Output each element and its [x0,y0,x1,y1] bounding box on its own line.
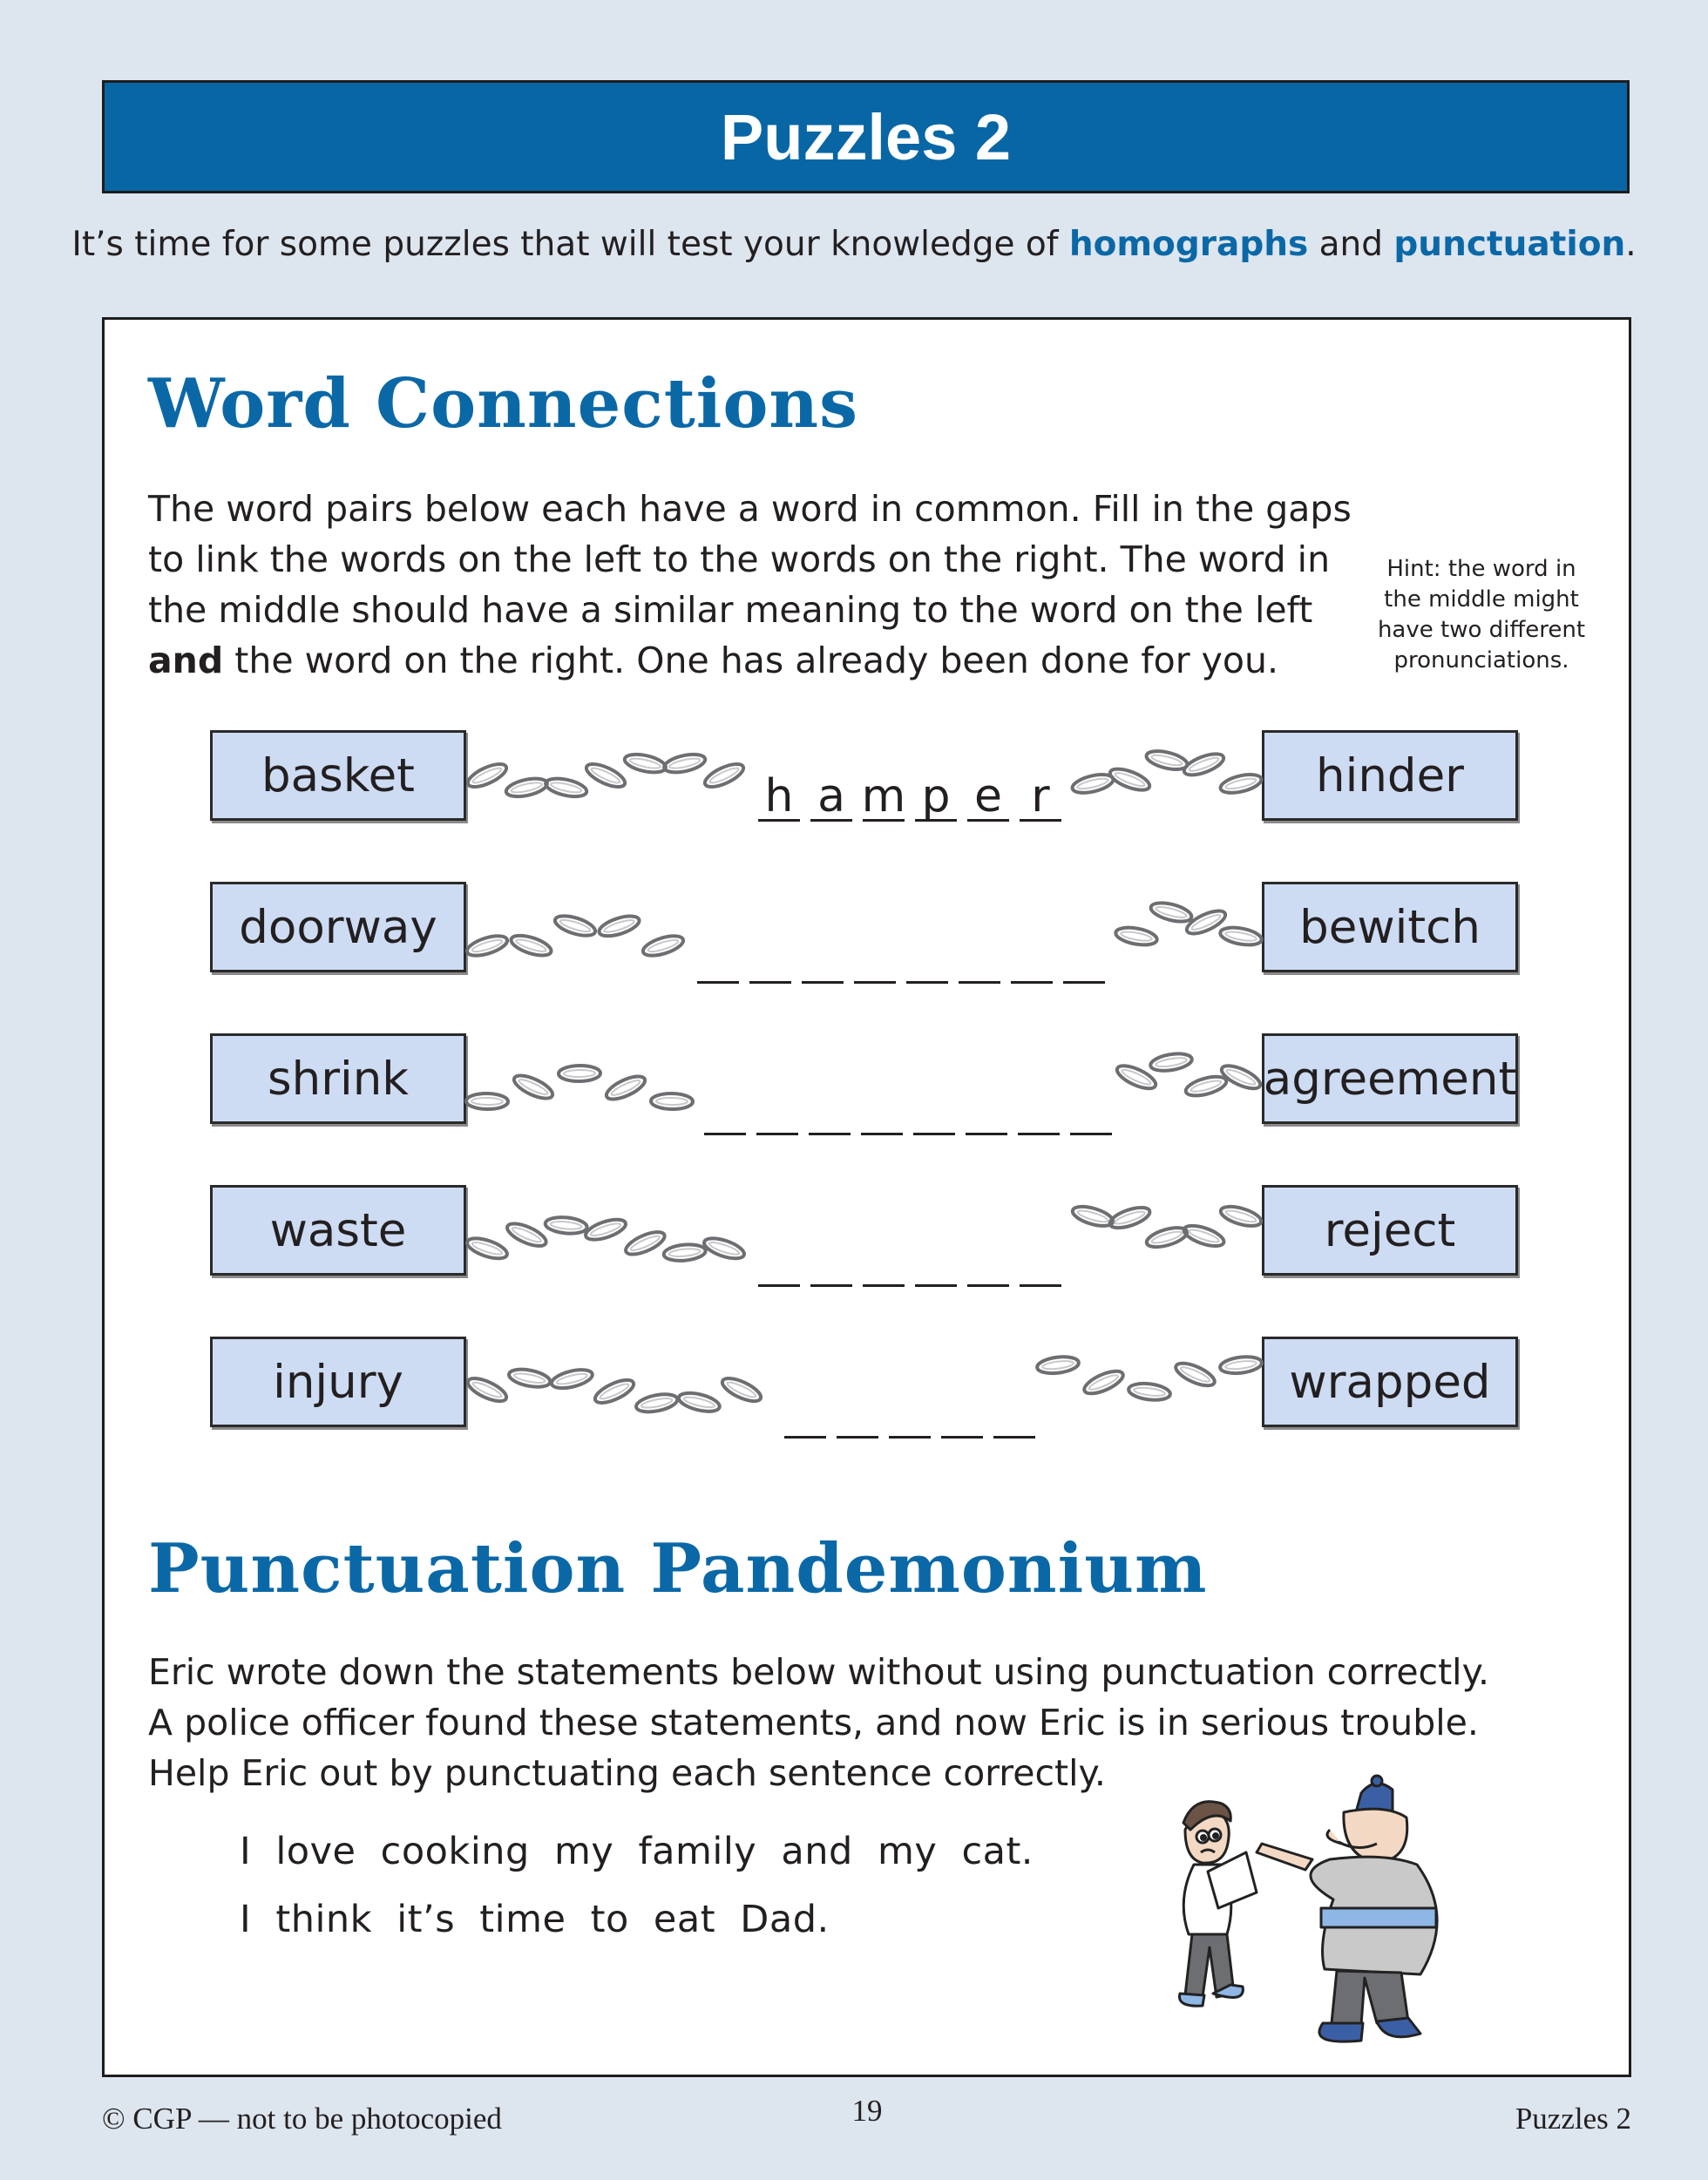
instruction-line-1: The word pairs below each have a word in common. Fill in the gaps [148,488,1352,530]
answer-letter-slot[interactable] [861,1086,903,1135]
answer-letter-slot[interactable] [1070,1086,1112,1135]
right-word-box: hinder [1262,730,1518,821]
intro-text-start: It’s time for some puzzles that will test your knowledge of [71,225,1069,264]
answer-blanks[interactable] [704,1086,1112,1135]
cartoon-illustration [1159,1769,1473,2048]
answer-letter-slot[interactable] [1011,934,1053,984]
answer-blanks[interactable] [784,1389,1035,1439]
word-connections-instructions [148,484,1352,686]
punctuation-pandemonium-heading: Punctuation Pandemonium [148,1529,1208,1608]
answer-letter-slot[interactable] [863,1237,905,1287]
police-officer-cartoon-icon [1257,1776,1437,2041]
answer-letter-slot[interactable]: h [758,772,800,822]
paperclip-chain-icon [466,741,745,810]
answer-letter-slot[interactable] [913,1086,955,1135]
paperclip-chain-icon [1037,1344,1262,1413]
left-word-box: shrink [210,1033,466,1124]
answer-letter-slot[interactable] [802,934,844,984]
statement-1[interactable]: I love cooking my family and my cat. [240,1830,1034,1873]
answer-letter-slot[interactable] [1063,934,1105,984]
answer-letter-slot[interactable] [915,1237,957,1287]
intro-term-punctuation: punctuation [1393,225,1626,264]
paperclip-chain-icon [466,1356,762,1425]
answer-letter-slot[interactable] [758,1237,800,1287]
punctuation-instruction-line-1: Eric wrote down the statements below without using punctuation correctly. [148,1651,1490,1693]
answer-letter-slot[interactable] [967,1237,1009,1287]
answer-letter-slot[interactable] [889,1389,931,1439]
statement-2[interactable]: I think it’s time to eat Dad. [240,1898,830,1941]
answer-letter-slot[interactable]: a [810,772,852,822]
left-word-box: injury [210,1337,466,1427]
answer-letter-slot[interactable]: e [967,772,1009,822]
instruction-line-2: to link the words on the left to the words on the right. The word in [148,538,1331,580]
word-connections-heading: Word Connections [148,364,859,443]
intro-text-mid: and [1308,225,1394,264]
answer-letter-slot[interactable] [697,934,739,984]
punctuation-instruction-line-2: A police officer found these statements, and now Eric is in serious trouble. [148,1702,1479,1743]
left-word-box: waste [210,1185,466,1276]
answer-letter-slot[interactable] [784,1389,826,1439]
page-title: Puzzles 2 [720,100,1012,173]
paperclip-chain-icon [1115,1040,1262,1110]
right-word-box: reject [1262,1185,1518,1276]
footer-page-number: 19 [851,2094,883,2128]
footer-copyright: © CGP — not to be photocopied [102,2102,502,2136]
page-title-bar [102,80,1630,193]
punctuation-instruction-line-3: Help Eric out by punctuating each sentence correctly. [148,1752,1106,1794]
right-word-box: agreement [1262,1033,1518,1124]
instruction-bold-and: and [148,640,224,681]
paperclip-chain-icon [1072,737,1262,807]
eric-cartoon-icon [1180,1802,1257,2007]
answer-letter-slot[interactable]: p [915,772,957,822]
right-word-box: bewitch [1262,882,1518,972]
answer-letter-slot[interactable] [854,934,896,984]
answer-letter-slot[interactable] [941,1389,983,1439]
answer-letter-slot[interactable]: r [1020,772,1061,822]
answer-letter-slot[interactable] [959,934,1000,984]
paperclip-chain-icon [1072,1192,1262,1262]
hint-text: Hint: the word in the middle might have two different pronunciations. [1377,556,1586,674]
intro-text-end: . [1625,225,1637,264]
intro-text [0,225,1708,264]
instruction-line-4: the word on the right. One has already been done for you. [223,640,1278,681]
right-word-box: wrapped [1262,1337,1518,1427]
answer-blanks[interactable] [697,934,1105,984]
left-word-box: basket [210,730,466,821]
answer-letter-slot[interactable] [906,934,948,984]
answer-blanks[interactable] [758,1237,1061,1287]
paperclip-chain-icon [466,1053,693,1122]
answer-letter-slot[interactable] [966,1086,1007,1135]
answer-blanks[interactable] [758,772,1061,822]
footer-section: Puzzles 2 [1515,2102,1631,2136]
paperclip-chain-icon [1115,889,1262,958]
answer-letter-slot[interactable] [1020,1237,1061,1287]
answer-letter-slot[interactable] [809,1086,851,1135]
answer-letter-slot[interactable] [810,1237,852,1287]
answer-letter-slot[interactable] [993,1389,1035,1439]
intro-term-homographs: homographs [1068,225,1309,264]
paperclip-chain-icon [466,901,684,971]
paperclip-chain-icon [466,1204,745,1274]
instruction-line-3: the middle should have a similar meaning to the word on the left [148,589,1313,631]
answer-letter-slot[interactable]: m [861,770,906,823]
answer-letter-slot[interactable] [1018,1086,1060,1135]
answer-letter-slot[interactable] [756,1086,798,1135]
answer-letter-slot[interactable] [749,934,791,984]
left-word-box: doorway [210,882,466,972]
answer-letter-slot[interactable] [704,1086,746,1135]
answer-letter-slot[interactable] [837,1389,878,1439]
